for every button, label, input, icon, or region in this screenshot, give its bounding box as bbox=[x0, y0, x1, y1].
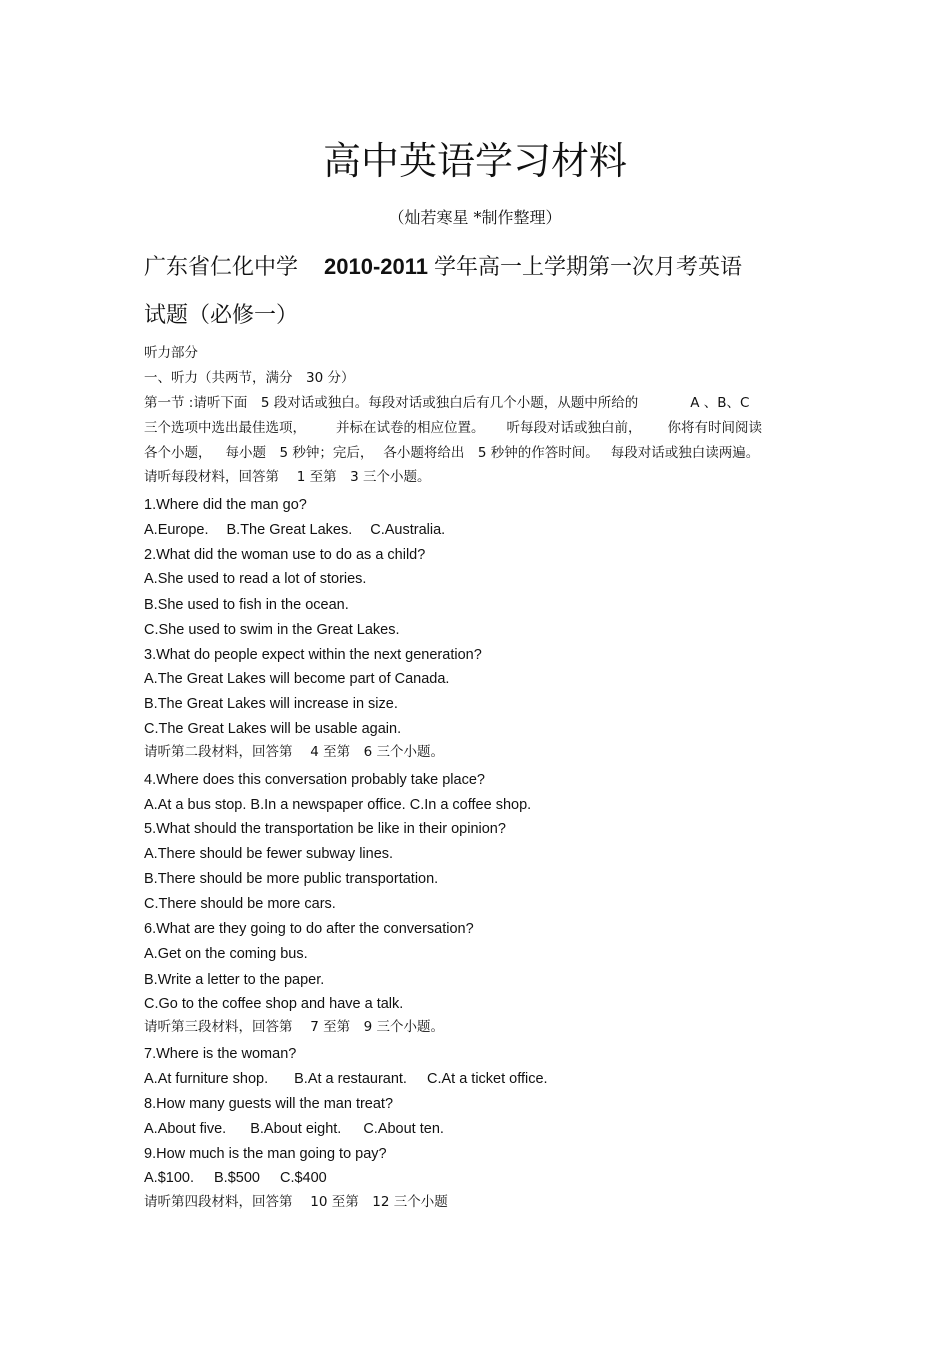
question-2-option-b: B.She used to fish in the ocean. bbox=[144, 597, 349, 613]
instruction-text: 各小题将给出 5 秒钟的作答时间。 bbox=[383, 445, 599, 461]
question-5-option-c: C.There should be more cars. bbox=[144, 896, 336, 912]
page-title: 高中英语学习材料 bbox=[322, 139, 627, 183]
question-6-option-a: A.Get on the coming bus. bbox=[144, 946, 308, 962]
question-7: 7.Where is the woman? bbox=[144, 1046, 297, 1062]
question-6-option-b: B.Write a letter to the paper. bbox=[144, 972, 325, 988]
question-2-option-c: C.She used to swim in the Great Lakes. bbox=[144, 622, 400, 638]
instruction-text: 第一节 :请听下面 5 段对话或独白。每段对话或独白后有几个小题，从题中所给的 bbox=[144, 395, 639, 411]
question-7-options bbox=[144, 1069, 548, 1089]
exam-title-rest: 学年高一上学期第一次月考英语 bbox=[434, 255, 743, 280]
question-1: 1.Where did the man go? bbox=[144, 497, 307, 513]
question-4: 4.Where does this conversation probably take place? bbox=[144, 772, 485, 788]
instruction-text: 并标在试卷的相应位置。 bbox=[336, 420, 485, 436]
option: B.At a restaurant. bbox=[294, 1071, 407, 1087]
question-6-option-c: C.Go to the coffee shop and have a talk. bbox=[144, 996, 404, 1012]
question-9-options bbox=[144, 1168, 327, 1188]
group-instruction-3: 请听第三段材料，回答第 7 至第 9 三个小题。 bbox=[144, 1019, 445, 1035]
question-2: 2.What did the woman use to do as a child? bbox=[144, 547, 426, 563]
question-6: 6.What are they going to do after the conversation? bbox=[144, 921, 474, 937]
option: C.At a ticket office. bbox=[426, 1071, 548, 1087]
question-1-options bbox=[144, 520, 445, 540]
group-instruction-1: 请听每段材料，回答第 1 至第 3 三个小题。 bbox=[144, 469, 431, 485]
instruction-line-1 bbox=[144, 393, 749, 413]
group-instruction-2: 请听第二段材料，回答第 4 至第 6 三个小题。 bbox=[144, 744, 445, 760]
group-instruction-4: 请听第四段材料，回答第 10 至第 12 三个小题 bbox=[144, 1194, 448, 1210]
instruction-text: 每小题 5 秒钟；完后， bbox=[225, 445, 374, 461]
option: C.Australia. bbox=[370, 522, 446, 538]
option: A.At furniture shop. bbox=[144, 1071, 269, 1087]
question-3-option-c: C.The Great Lakes will be usable again. bbox=[144, 721, 402, 737]
option: A.About five. bbox=[144, 1121, 227, 1137]
question-3: 3.What do people expect within the next generation? bbox=[144, 647, 482, 663]
question-8: 8.How many guests will the man treat? bbox=[144, 1096, 394, 1112]
instruction-text: 各个小题， bbox=[144, 445, 212, 461]
question-5: 5.What should the transportation be like in their opinion? bbox=[144, 821, 506, 837]
option: B.$500 bbox=[214, 1170, 260, 1186]
instruction-text: 听每段对话或独白前， bbox=[506, 420, 642, 436]
exam-school: 广东省仁化中学 bbox=[144, 255, 299, 280]
question-2-option-a: A.She used to read a lot of stories. bbox=[144, 571, 367, 587]
instruction-line-3 bbox=[144, 443, 759, 463]
instruction-text: 三个选项中选出最佳选项， bbox=[144, 420, 306, 436]
exam-title-line-2: 试题（必修一） bbox=[144, 303, 299, 328]
question-8-options bbox=[144, 1119, 444, 1139]
question-5-option-b: B.There should be more public transportation. bbox=[144, 871, 439, 887]
option: A.$100. bbox=[144, 1170, 194, 1186]
instruction-text: A 、B、C bbox=[690, 395, 750, 411]
section-title: 一、听力（共两节，满分 30 分） bbox=[144, 370, 355, 386]
instruction-text: 你将有时间阅读 bbox=[667, 420, 762, 436]
question-3-option-a: A.The Great Lakes will become part of Canada. bbox=[144, 671, 450, 687]
option: B.About eight. bbox=[250, 1121, 342, 1137]
question-5-option-a: A.There should be fewer subway lines. bbox=[144, 846, 394, 862]
part-title: 听力部分 bbox=[144, 345, 198, 361]
option: C.$400 bbox=[279, 1170, 327, 1186]
exam-title-line-1 bbox=[144, 252, 824, 283]
exam-year: 2010-2011 bbox=[324, 254, 429, 279]
page-subtitle: （灿若寒星 *制作整理） bbox=[388, 208, 562, 227]
option: A.Europe. bbox=[144, 522, 209, 538]
instruction-text: 每段对话或独白读两遍。 bbox=[610, 445, 760, 461]
question-4-options: A.At a bus stop. B.In a newspaper office. C.In a coffee shop. bbox=[144, 797, 532, 813]
question-9: 9.How much is the man going to pay? bbox=[144, 1146, 387, 1162]
question-3-option-b: B.The Great Lakes will increase in size. bbox=[144, 696, 398, 712]
option: B.The Great Lakes. bbox=[226, 522, 353, 538]
option: C.About ten. bbox=[363, 1121, 444, 1137]
instruction-line-2 bbox=[144, 418, 762, 438]
